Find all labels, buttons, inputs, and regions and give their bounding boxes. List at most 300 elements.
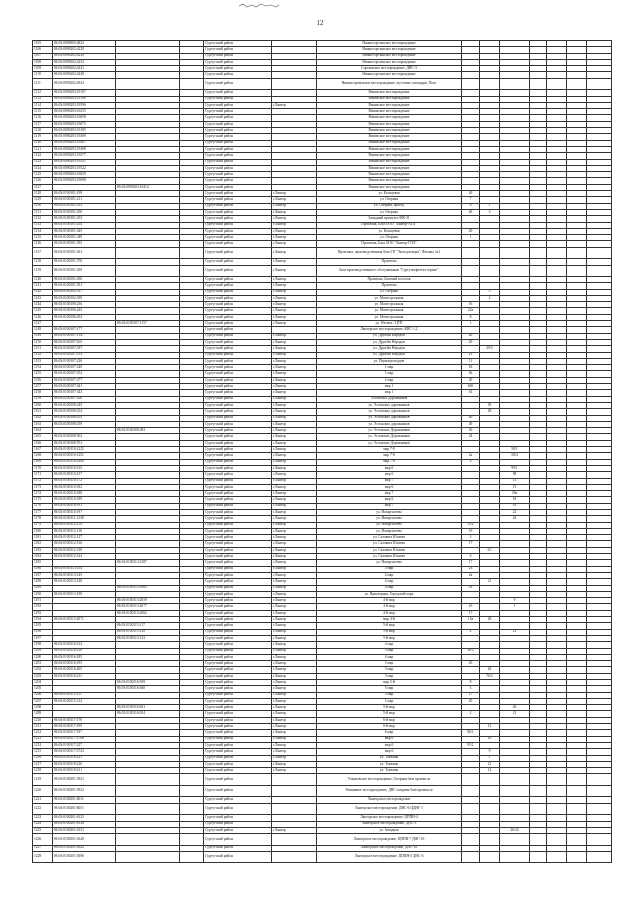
settlement-cell: г.Лянтор (272, 827, 317, 833)
address-cell: ул. Магистральная (317, 302, 462, 308)
district-cell: Сургутский район (204, 102, 272, 108)
settlement-cell: г.Лянтор (272, 749, 317, 755)
table-row (33, 774, 612, 786)
row-number: 1155 (33, 371, 53, 377)
district-cell: Сургутский район (204, 346, 272, 352)
address-cell: ул. Салавата Юлаева (317, 535, 462, 541)
empty-cell (547, 265, 567, 277)
settlement-cell: г.Лянтор (272, 698, 317, 704)
premises-cell (500, 851, 530, 863)
district-cell: Сургутский район (204, 623, 272, 629)
settlement-cell: г.Лянтор (272, 491, 317, 497)
address-cell: Промзона, Базовый поселок (317, 277, 462, 283)
address-cell: Нижнесортымское месторождение (317, 59, 462, 65)
empty-cell (180, 785, 204, 797)
address-cell: Западный промузел МК-31 (317, 216, 462, 222)
premises-cell: 30а (500, 491, 530, 497)
address-cell: 4 мкр (317, 642, 462, 648)
house-number-cell: 4 (462, 459, 480, 465)
cadastral-number: 86:03:0100117:3706 (53, 736, 116, 742)
cadastral-number: 86:03:0100101:531 (53, 283, 116, 289)
district-cell: Сургутский район (204, 648, 272, 654)
cadastral-number: 86:03:0100106:236 (53, 302, 116, 308)
cadastral-number: 86:03:0100101:355 (53, 241, 116, 247)
district-cell: Сургутский район (204, 66, 272, 72)
house-number-cell: 17 (462, 610, 480, 616)
row-number: 1185 (33, 560, 53, 566)
district-cell: Сургутский район (204, 259, 272, 265)
house-number-cell: 30 (462, 377, 480, 383)
row-number: 1173 (33, 484, 53, 490)
cadastral-number: 86:03:0100201:6125 (53, 815, 116, 821)
district-cell: Сургутский район (204, 774, 272, 786)
row-number: 1222 (33, 803, 53, 815)
address-cell: 3 мкр (317, 648, 462, 654)
cadastral-number: 86:03:0100101:345 (53, 228, 116, 234)
cadastral-number: 86:03:0100110:188 (53, 491, 116, 497)
district-cell: Сургутский район (204, 172, 272, 178)
district-cell: Сургутский район (204, 566, 272, 572)
row-number: 1224 (33, 821, 53, 827)
cadastral-number: 86:03:0090203:19407 (53, 140, 116, 146)
settlement-cell: г.Лянтор (272, 667, 317, 673)
premises-cell: 22 (500, 509, 530, 515)
address-cell: ул. Дружбы Народов (317, 339, 462, 345)
house-number-cell: 20 (462, 228, 480, 234)
address-cell: ул. Салавата Юлаева (317, 547, 462, 553)
cadastral-number: 86:03:0100107:341 (53, 384, 116, 390)
district-cell: Сургутский район (204, 228, 272, 234)
address-cell: мкр 6 (317, 465, 462, 471)
cadastral-number: 86:03:0100116:132 (53, 642, 116, 648)
district-cell: Сургутский район (204, 308, 272, 314)
address-cell: 5-й мкр (317, 629, 462, 635)
address-cell: 5 мкр (317, 661, 462, 667)
empty-cell (567, 265, 587, 277)
building-number-cell: 3/1 (480, 547, 500, 553)
district-cell: Сургутский район (204, 522, 272, 528)
address-cell: Вачимское месторождение (317, 128, 462, 134)
building-number-cell: 5 (480, 289, 500, 295)
cadastral-number: 86:03:0100108:701 (53, 440, 116, 446)
settlement-cell: г.Лянтор (272, 503, 317, 509)
house-number-cell: 6 (462, 554, 480, 560)
row-number: 1165 (33, 434, 53, 440)
settlement-cell: г.Лянтор (272, 295, 317, 301)
building-number-cell: 28 (480, 409, 500, 415)
building-number-cell: 21 (480, 761, 500, 767)
settlement-cell: г.Лянтор (272, 535, 317, 541)
address-cell: Вачимское месторождение (317, 96, 462, 102)
district-cell: Сургутский район (204, 851, 272, 863)
row-number: 1152 (33, 352, 53, 358)
cadastral-number: 86:03:0100116:185 (53, 654, 116, 660)
row-number: 1208 (33, 705, 53, 711)
empty-cell (530, 785, 547, 797)
address-cell: Вачимское месторождение (317, 165, 462, 171)
settlement-cell: г.Лянтор (272, 472, 317, 478)
address-cell: Нижнесортымское месторождение (317, 53, 462, 59)
address-cell: ул. Магистральная (317, 308, 462, 314)
address-cell: 6-й мкр (317, 717, 462, 723)
district-cell: Сургутский район (204, 815, 272, 821)
address-cell: Вачимское месторождение (317, 184, 462, 190)
address-cell: Вачимское месторождение (317, 121, 462, 127)
cadastral-number-alt: 86:03:0100113:2062 (116, 610, 180, 616)
district-cell: Сургутский район (204, 560, 272, 566)
district-cell: Сургутский район (204, 265, 272, 277)
settlement-cell: г.Лянтор (272, 484, 317, 490)
cadastral-number: 86:03:0100102:339 (53, 295, 116, 301)
row-number: 1153 (33, 358, 53, 364)
house-number-cell: 1 (462, 321, 480, 327)
cadastral-number-alt: 86:03:0100113:2077 (116, 604, 180, 610)
cadastral-number: 86:03:0100201:6126 (53, 821, 116, 827)
district-cell: Сургутский район (204, 96, 272, 102)
cadastral-number-alt: 86:03:0100115:133 (116, 635, 180, 641)
house-number-cell: 2а (462, 453, 480, 459)
cadastral-number: 86:03:0100107:193 (53, 352, 116, 358)
house-number-cell (462, 834, 480, 846)
district-cell: Сургутский район (204, 845, 272, 851)
cadastral-number-alt: 86:03:0100115:117 (116, 623, 180, 629)
settlement-cell: г.Лянтор (272, 465, 317, 471)
address-cell: ул. Western / ЦТП (317, 321, 462, 327)
empty-cell (530, 851, 547, 863)
address-cell: 3 мкр (317, 673, 462, 679)
cadastral-number: 86:03:0100116:205 (53, 667, 116, 673)
house-number-cell: 18 (462, 585, 480, 591)
address-cell: Лянторское месторождение, ЦППН-3 ДНС-6 (317, 851, 462, 863)
cadastral-number: 86:03:0100118:231 (53, 768, 116, 774)
district-cell: Сургутский район (204, 717, 272, 723)
cadastral-number: 86:03:0100108:245 (53, 402, 116, 408)
district-cell: Сургутский район (204, 459, 272, 465)
settlement-cell: г.Лянтор (272, 541, 317, 547)
district-cell: Сургутский район (204, 140, 272, 146)
empty-cell (547, 785, 567, 797)
page-number: 12 (316, 19, 324, 27)
address-cell: 3 мкр (317, 667, 462, 673)
cadastral-number: 86:03:0090202:4249 (53, 72, 116, 78)
district-cell: Сургутский район (204, 617, 272, 623)
settlement-cell: г.Лянтор (272, 440, 317, 446)
settlement-cell (272, 78, 317, 90)
table-row (33, 803, 612, 815)
row-number: 1135 (33, 235, 53, 241)
row-number: 1201 (33, 661, 53, 667)
address-cell: ул. Магистральная (317, 314, 462, 320)
address-cell: 1 мкр (317, 371, 462, 377)
cadastral-number-alt: 86:03:0100113:2059 (116, 598, 180, 604)
row-number: 1214 (33, 742, 53, 748)
cadastral-number: 86:03:0100107:187 (53, 346, 116, 352)
house-number-cell (462, 265, 480, 277)
district-cell: Сургутский район (204, 434, 272, 440)
address-cell: Вачимское месторождение (317, 134, 462, 140)
district-cell: Сургутский район (204, 598, 272, 604)
row-number: 1128 (33, 191, 53, 197)
district-cell: Сургутский район (204, 692, 272, 698)
cadastral-number: 86:03:0100110:182 (53, 484, 116, 490)
address-cell: Вачимское месторождение (317, 140, 462, 146)
settlement-cell: г.Лянтор (272, 516, 317, 522)
settlement-cell: г.Лянтор (272, 265, 317, 277)
cadastral-number: 86:03:0100116:158 (53, 648, 116, 654)
row-number: 1113 (33, 96, 53, 102)
house-number-cell: 22а (462, 308, 480, 314)
district-cell: Сургутский район (204, 673, 272, 679)
building-number-cell: 28 (480, 617, 500, 623)
address-cell: Вачимское месторождение (317, 115, 462, 121)
cadastral-number: 86:03:0100117:227 (53, 742, 116, 748)
cadastral-number: 86:03:0100201:5921 (53, 774, 116, 786)
district-cell: Сургутский район (204, 705, 272, 711)
district-cell: Сургутский район (204, 585, 272, 591)
settlement-cell: г.Лянтор (272, 102, 317, 108)
district-cell: Сургутский район (204, 321, 272, 327)
row-number: 1107 (33, 53, 53, 59)
address-cell: Равнинное месторождение, ДНС опорная база промысла (317, 785, 462, 797)
row-number: 1112 (33, 90, 53, 96)
address-cell: 4 мкр (317, 572, 462, 578)
cadastral-number: 86:03:0100201:6131 (53, 827, 116, 833)
building-number-cell: 13 (480, 724, 500, 730)
district-cell: Сургутский район (204, 184, 272, 190)
building-number-cell (480, 851, 500, 863)
district-cell: Сургутский район (204, 289, 272, 295)
row-number: 1157 (33, 384, 53, 390)
district-cell: Сургутский район (204, 402, 272, 408)
row-number: 1183 (33, 547, 53, 553)
row-number: 1196 (33, 629, 53, 635)
settlement-cell: г.Лянтор (272, 396, 317, 402)
cadastral-number: 86:03:0100112:116 (53, 528, 116, 534)
row-number: 1186 (33, 566, 53, 572)
cadastral-number: 86:03:0090203:19197 (53, 90, 116, 96)
district-cell: Сургутский район (204, 742, 272, 748)
address-cell: мкр 7 (317, 478, 462, 484)
address-cell: Лянторское месторождение, ДНС-16 (317, 845, 462, 851)
scan-artifact (238, 3, 280, 9)
address-cell: мкр 1 (317, 390, 462, 396)
settlement-cell: г.Лянтор (272, 680, 317, 686)
row-number: 1114 (33, 102, 53, 108)
address-cell: ул. Назаргалеева (317, 509, 462, 515)
settlement-cell: г.Лянтор (272, 409, 317, 415)
settlement-cell: г.Лянтор (272, 673, 317, 679)
district-cell: Сургутский район (204, 191, 272, 197)
row-number: 1123 (33, 159, 53, 165)
district-cell: Сургутский район (204, 541, 272, 547)
district-cell: Сургутский район (204, 821, 272, 827)
settlement-cell: г.Лянтор (272, 209, 317, 215)
district-cell: Сургутский район (204, 453, 272, 459)
cadastral-number: 86:03:0100101:199 (53, 191, 116, 197)
settlement-cell: г.Лянтор (272, 371, 317, 377)
empty-cell (530, 834, 547, 846)
cadastral-number: 86:03:0090202:4924 (53, 78, 116, 90)
district-cell: Сургутский район (204, 146, 272, 152)
row-number: 1188 (33, 579, 53, 585)
row-number: 1198 (33, 642, 53, 648)
district-cell: Сургутский район (204, 503, 272, 509)
cadastral-number: 86:03:0100102:337 (53, 289, 116, 295)
house-number-cell: 19 (462, 528, 480, 534)
row-number: 1162 (33, 415, 53, 421)
cadastral-number: 86:03:0100107:165 (53, 339, 116, 345)
district-cell: Сургутский район (204, 371, 272, 377)
district-cell: Сургутский район (204, 216, 272, 222)
row-number: 1111 (33, 78, 53, 90)
house-number-cell: 17 (462, 560, 480, 566)
row-number: 1160 (33, 402, 53, 408)
premises-cell: 18 (500, 497, 530, 503)
settlement-cell: г.Лянтор (272, 509, 317, 515)
premises-cell: 26 (500, 705, 530, 711)
premises-cell (500, 247, 530, 259)
cadastral-number: 86:03:0090203:19698 (53, 178, 116, 184)
address-cell: 5-й мкр (317, 705, 462, 711)
district-cell: Сургутский район (204, 115, 272, 121)
cadastral-number: 86:03:0100201:5922 (53, 785, 116, 797)
address-cell: Нижнесортымское месторождение, кустовые площадки, Пояс (317, 78, 462, 90)
district-cell: Сургутский район (204, 591, 272, 597)
cadastral-number: 86:03:0100101:250 (53, 209, 116, 215)
row-number: 1118 (33, 128, 53, 134)
address-cell: Нижнесортымское месторождение (317, 41, 462, 47)
cadastral-number: 86:03:0090202:4230 (53, 53, 116, 59)
house-number-cell: 26 (462, 191, 480, 197)
row-number: 1175 (33, 497, 53, 503)
address-cell: 2 мкр (317, 377, 462, 383)
district-cell: Сургутский район (204, 390, 272, 396)
row-number: 1174 (33, 491, 53, 497)
empty-cell (530, 247, 547, 259)
settlement-cell: г.Лянтор (272, 191, 317, 197)
cadastral-number: 86:03:0100107:252 (53, 371, 116, 377)
empty-cell (567, 851, 587, 863)
address-cell: мкр 6 (317, 484, 462, 490)
premises-cell: 98 (500, 472, 530, 478)
building-number-cell (480, 78, 500, 90)
premises-cell: 9 (500, 598, 530, 604)
table-row (33, 785, 612, 797)
register-table (32, 40, 612, 863)
row-number: 1129 (33, 197, 53, 203)
premises-cell (500, 774, 530, 786)
district-cell: Сургутский район (204, 667, 272, 673)
address-cell: ул. Магистральная (317, 295, 462, 301)
settlement-cell: г.Лянтор (272, 705, 317, 711)
house-number-cell: 8 (462, 314, 480, 320)
empty-cell (547, 803, 567, 815)
row-number: 1176 (33, 503, 53, 509)
address-cell: 5-й мкр (317, 623, 462, 629)
row-number: 1172 (33, 478, 53, 484)
row-number: 1108 (33, 59, 53, 65)
district-cell: Сургутский район (204, 768, 272, 774)
premises-cell: 15 (500, 484, 530, 490)
row-number: 1122 (33, 153, 53, 159)
address-cell: мкр 7-8 (317, 459, 462, 465)
address-cell: 5-й мкр (317, 635, 462, 641)
address-cell: мкр 7 (317, 491, 462, 497)
row-number: 1223 (33, 815, 53, 821)
empty-cell (547, 851, 567, 863)
house-number-cell: 49 (462, 421, 480, 427)
district-cell: Сургутский район (204, 465, 272, 471)
house-number-cell (462, 774, 480, 786)
building-number-cell: 3 (480, 209, 500, 215)
house-number-cell: 46 (462, 209, 480, 215)
building-number-cell: 9 (480, 749, 500, 755)
district-cell: Сургутский район (204, 283, 272, 289)
cadastral-number: 86:03:0100115:122 (53, 698, 116, 704)
district-cell: Сургутский район (204, 491, 272, 497)
empty-cell (587, 774, 612, 786)
table-row (33, 247, 612, 259)
building-number-cell (480, 803, 500, 815)
cadastral-number: 86:03:0100101:254 (53, 222, 116, 228)
district-cell: Сургутский район (204, 128, 272, 134)
settlement-cell: г.Лянтор (272, 755, 317, 761)
settlement-cell: г.Лянтор (272, 241, 317, 247)
district-cell: Сургутский район (204, 785, 272, 797)
settlement-cell: г.Лянтор (272, 617, 317, 623)
settlement-cell: г.Лянтор (272, 339, 317, 345)
table-row (33, 265, 612, 277)
district-cell: Сургутский район (204, 755, 272, 761)
settlement-cell: г.Лянтор (272, 742, 317, 748)
house-number-cell: 3 (462, 535, 480, 541)
row-number: 1194 (33, 617, 53, 623)
house-number-cell: 95/1 (462, 742, 480, 748)
empty-cell (180, 834, 204, 846)
settlement-cell (272, 774, 317, 786)
district-cell: Сургутский район (204, 711, 272, 717)
settlement-cell: г.Лянтор (272, 768, 317, 774)
cadastral-number: 86:03:0090203:19198 (53, 96, 116, 102)
house-number-cell: 96/1 (462, 730, 480, 736)
house-number-cell: 24 (462, 434, 480, 440)
address-cell: Вачимское месторождение (317, 146, 462, 152)
row-number: 1154 (33, 365, 53, 371)
row-number: 1166 (33, 440, 53, 446)
empty-cell (587, 785, 612, 797)
district-cell: Сургутский район (204, 516, 272, 522)
settlement-cell: г.Лянтор (272, 761, 317, 767)
row-number: 1209 (33, 711, 53, 717)
district-cell: Сургутский район (204, 165, 272, 171)
cadastral-number: 86:03:0090203:16658 (53, 115, 116, 121)
district-cell: Сургутский район (204, 604, 272, 610)
row-number: 1147 (33, 321, 53, 327)
district-cell: Сургутский район (204, 72, 272, 78)
cadastral-number-alt: 86:03:0100113:1863 (116, 585, 180, 591)
address-cell: мкр 4-й (317, 617, 462, 623)
address-cell: Вачимское месторождение (317, 153, 462, 159)
address-cell: Промзона (317, 283, 462, 289)
settlement-cell: г.Лянтор (272, 560, 317, 566)
building-number-cell: 16 (480, 736, 500, 742)
district-cell: Сургутский район (204, 396, 272, 402)
district-cell: Сургутский район (204, 235, 272, 241)
cadastral-number: 86:03:0100101:450 (53, 277, 116, 283)
cadastral-number-alt (116, 785, 180, 797)
district-cell: Сургутский район (204, 724, 272, 730)
address-cell: ул. Эстонских Дорожников (317, 434, 462, 440)
